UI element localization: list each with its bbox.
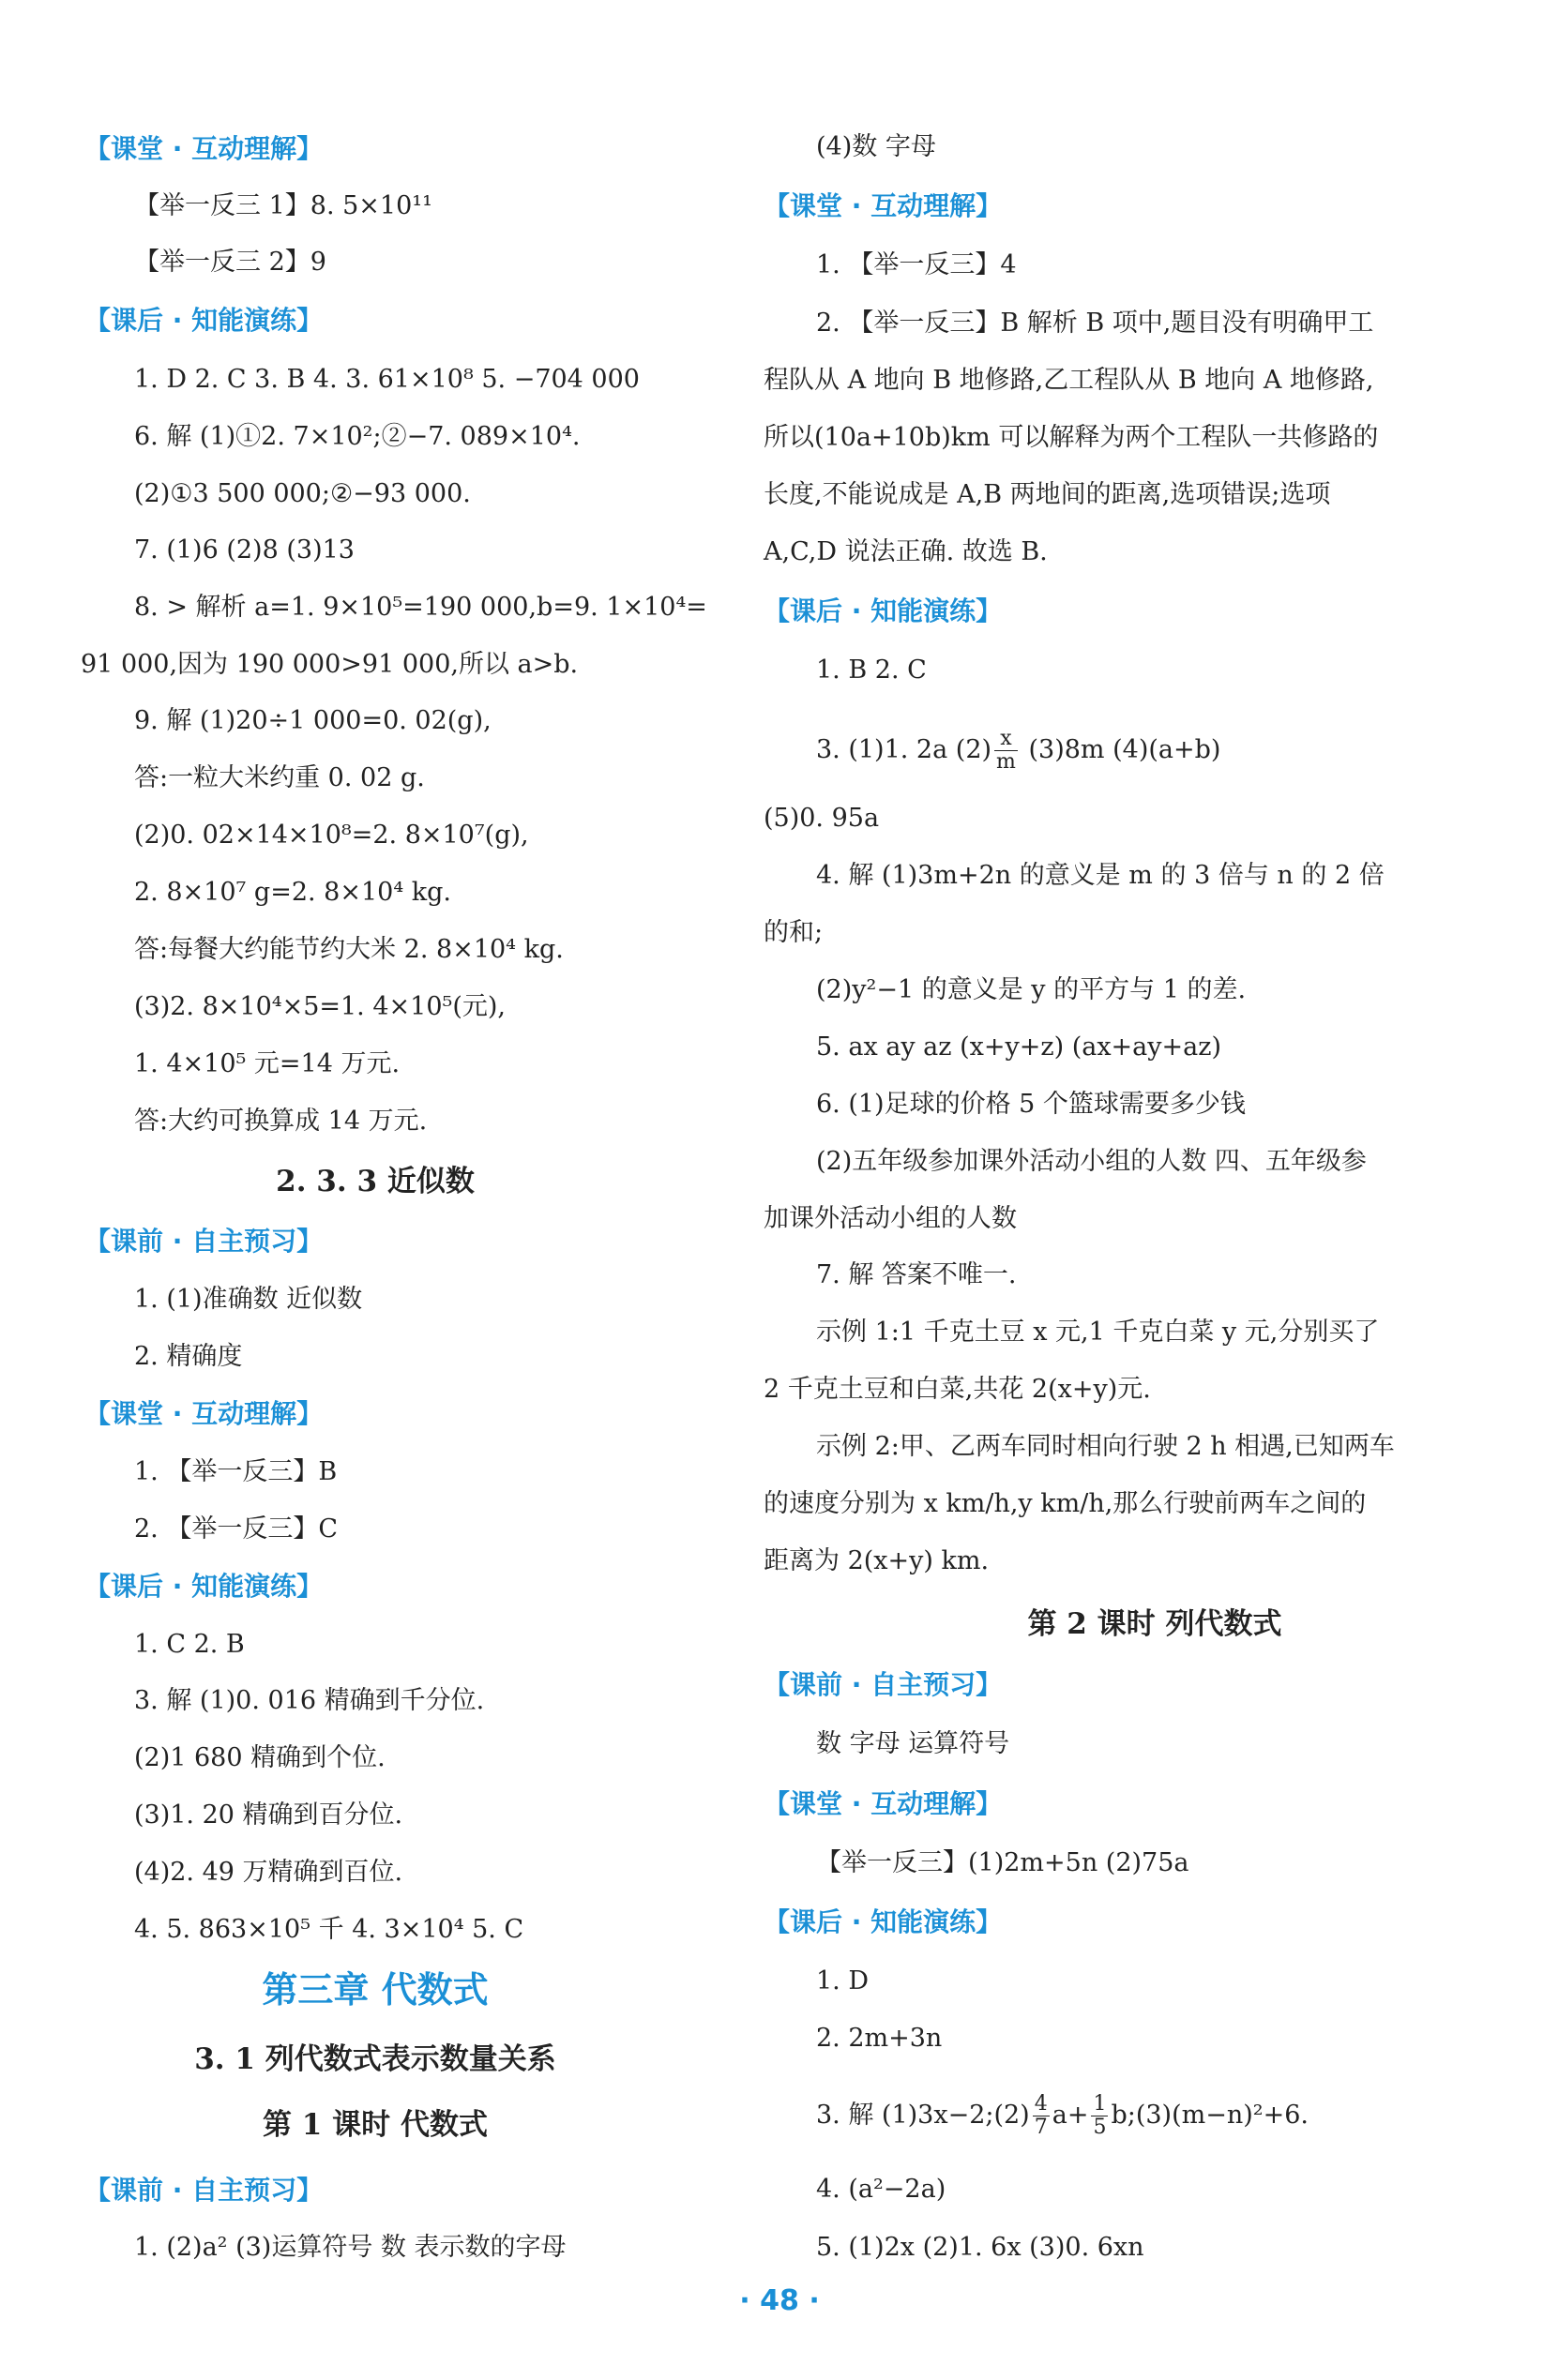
answer-line: 数 字母 运算符号: [816, 1729, 1010, 1758]
answer-line: 2. 8×10⁷ g=2. 8×10⁴ kg.: [134, 878, 451, 907]
fraction: [1091, 2093, 1108, 2139]
section-heading: 【课堂 · 互动理解】: [764, 1788, 1003, 1819]
answer-line: (2)1 680 精确到个位.: [134, 1743, 386, 1772]
answer-line: 的速度分别为 x km/h,y km/h,那么行驶前两车之间的: [764, 1489, 1367, 1518]
answer-line: 1. D 2. C 3. B 4. 3. 61×10⁸ 5. −704 000: [134, 365, 640, 394]
answer-line: 4. 解 (1)3m+2n 的意义是 m 的 3 倍与 n 的 2 倍: [816, 861, 1385, 890]
section-heading: 【课堂 · 互动理解】: [84, 1398, 324, 1429]
section-heading: 【课前 · 自主预习】: [84, 1226, 324, 1257]
answer-line: 示例 1:1 千克土豆 x 元,1 千克白菜 y 元,分别买了: [816, 1318, 1380, 1347]
answer-line: 1. (1)准确数 近似数: [134, 1285, 363, 1314]
answer-line: 7. (1)6 (2)8 (3)13: [134, 535, 355, 565]
answer-line: (2)0. 02×14×10⁸=2. 8×10⁷(g),: [134, 821, 529, 850]
fraction-denominator: 5: [1093, 2116, 1107, 2139]
answer-line: 7. 解 答案不唯一.: [816, 1260, 1017, 1289]
answer-line: 【举一反三】(1)2m+5n (2)75a: [816, 1848, 1189, 1877]
answer-line: 答:一粒大米约重 0. 02 g.: [134, 763, 425, 792]
answer-line: 1. D: [816, 1966, 869, 1996]
chapter-title: 第三章 代数式: [262, 1969, 489, 2011]
fraction-numerator: x: [994, 728, 1018, 751]
answer-line: (2)五年级参加课外活动小组的人数 四、五年级参: [816, 1147, 1367, 1176]
answer-line: 2. 2m+3n: [816, 2024, 943, 2053]
section-heading: 【课堂 · 互动理解】: [84, 133, 324, 164]
answer-line: 答:大约可换算成 14 万元.: [134, 1107, 428, 1136]
answer-line: 6. (1)足球的价格 5 个篮球需要多少钱: [816, 1090, 1246, 1119]
answer-line: 所以(10a+10b)km 可以解释为两个工程队一共修路的: [764, 423, 1379, 452]
answer-line: 91 000,因为 190 000>91 000,所以 a>b.: [81, 650, 579, 679]
fraction-numerator: 1: [1093, 2092, 1107, 2116]
fraction-denominator: 7: [1034, 2116, 1048, 2139]
answer-line: (2)y²−1 的意义是 y 的平方与 1 的差.: [816, 975, 1247, 1004]
answer-line: 1. B 2. C: [816, 655, 927, 685]
answer-text: 3. 解 (1)3x−2;(2): [816, 2101, 1030, 2130]
answer-line: (3)1. 20 精确到百分位.: [134, 1800, 403, 1830]
answer-line: 4. 5. 863×10⁵ 千 4. 3×10⁴ 5. C: [134, 1915, 524, 1944]
answer-line: (2)①3 500 000;②−93 000.: [134, 479, 471, 508]
section-heading: 【课后 · 知能演练】: [84, 1571, 324, 1602]
answer-line: (5)0. 95a: [764, 804, 880, 833]
answer-line-with-fraction: [816, 728, 1220, 774]
answer-line: 5. (1)2x (2)1. 6x (3)0. 6xn: [816, 2233, 1144, 2262]
fraction-denominator: m: [996, 750, 1016, 774]
answer-line: 距离为 2(x+y) km.: [764, 1546, 990, 1575]
answer-line: 长度,不能说成是 A,B 两地间的距离,选项错误;选项: [764, 480, 1331, 509]
section-title: 3. 1 列代数式表示数量关系: [194, 2042, 556, 2076]
answer-line: 程队从 A 地向 B 地修路,乙工程队从 B 地向 A 地修路,: [764, 366, 1374, 395]
answer-line: 1. 4×10⁵ 元=14 万元.: [134, 1049, 401, 1078]
answer-line: 2. 【举一反三】C: [134, 1514, 339, 1544]
section-heading: 【课前 · 自主预习】: [84, 2175, 324, 2206]
answer-line: (3)2. 8×10⁴×5=1. 4×10⁵(元),: [134, 992, 506, 1021]
page-number: · 48 ·: [739, 2284, 820, 2317]
answer-line: 1. C 2. B: [134, 1630, 245, 1659]
lesson-title: 第 1 课时 代数式: [263, 2108, 488, 2142]
answer-text: 3. (1)1. 2a (2): [816, 735, 992, 764]
answer-line: 1. (2)a² (3)运算符号 数 表示数的字母: [134, 2233, 567, 2262]
answer-line: 2. 精确度: [134, 1342, 243, 1371]
section-heading: 【课后 · 知能演练】: [764, 595, 1003, 626]
answer-line: 加课外活动小组的人数: [764, 1204, 1017, 1233]
answer-line: 5. ax ay az (x+y+z) (ax+ay+az): [816, 1032, 1221, 1062]
answer-line: A,C,D 说法正确. 故选 B.: [764, 537, 1048, 566]
answer-line: 2. 【举一反三】B 解析 B 项中,题目没有明确甲工: [816, 309, 1374, 338]
answer-line: 示例 2:甲、乙两车同时相向行驶 2 h 相遇,已知两车: [816, 1432, 1395, 1461]
section-heading: 【课后 · 知能演练】: [764, 1906, 1003, 1937]
fraction: [1033, 2093, 1050, 2139]
answer-text: b;(3)(m−n)²+6.: [1111, 2101, 1309, 2130]
fraction-numerator: 4: [1034, 2092, 1048, 2116]
answer-line: 6. 解 (1)①2. 7×10²;②−7. 089×10⁴.: [134, 422, 581, 451]
answer-line: (4)2. 49 万精确到百位.: [134, 1858, 403, 1887]
answer-line: 3. 解 (1)0. 016 精确到千分位.: [134, 1686, 485, 1715]
answer-line: 【举一反三 2】9: [134, 248, 326, 277]
answer-line: 的和;: [764, 918, 824, 947]
answer-line: 答:每餐大约能节约大米 2. 8×10⁴ kg.: [134, 935, 564, 964]
lesson-title: 第 2 课时 列代数式: [1027, 1607, 1282, 1641]
answer-line-with-fraction: [816, 2093, 1309, 2139]
section-heading: 【课堂 · 互动理解】: [764, 190, 1003, 221]
answer-text: a+: [1052, 2101, 1089, 2130]
answer-line: 1. 【举一反三】4: [816, 250, 1017, 279]
answer-line: 9. 解 (1)20÷1 000=0. 02(g),: [134, 706, 492, 735]
answer-line: 2 千克土豆和白菜,共花 2(x+y)元.: [764, 1375, 1151, 1404]
answer-line: 8. > 解析 a=1. 9×10⁵=190 000,b=9. 1×10⁴=: [134, 593, 707, 622]
section-heading: 【课后 · 知能演练】: [84, 305, 324, 336]
answer-line: 1. 【举一反三】B: [134, 1457, 338, 1486]
answer-line: (4)数 字母: [816, 132, 936, 161]
answer-line: 【举一反三 1】8. 5×10¹¹: [134, 191, 432, 220]
answer-line: 4. (a²−2a): [816, 2175, 946, 2204]
section-title: 2. 3. 3 近似数: [276, 1165, 475, 1198]
fraction: [994, 728, 1018, 774]
section-heading: 【课前 · 自主预习】: [764, 1669, 1003, 1700]
answer-text: (3)8m (4)(a+b): [1020, 735, 1221, 764]
